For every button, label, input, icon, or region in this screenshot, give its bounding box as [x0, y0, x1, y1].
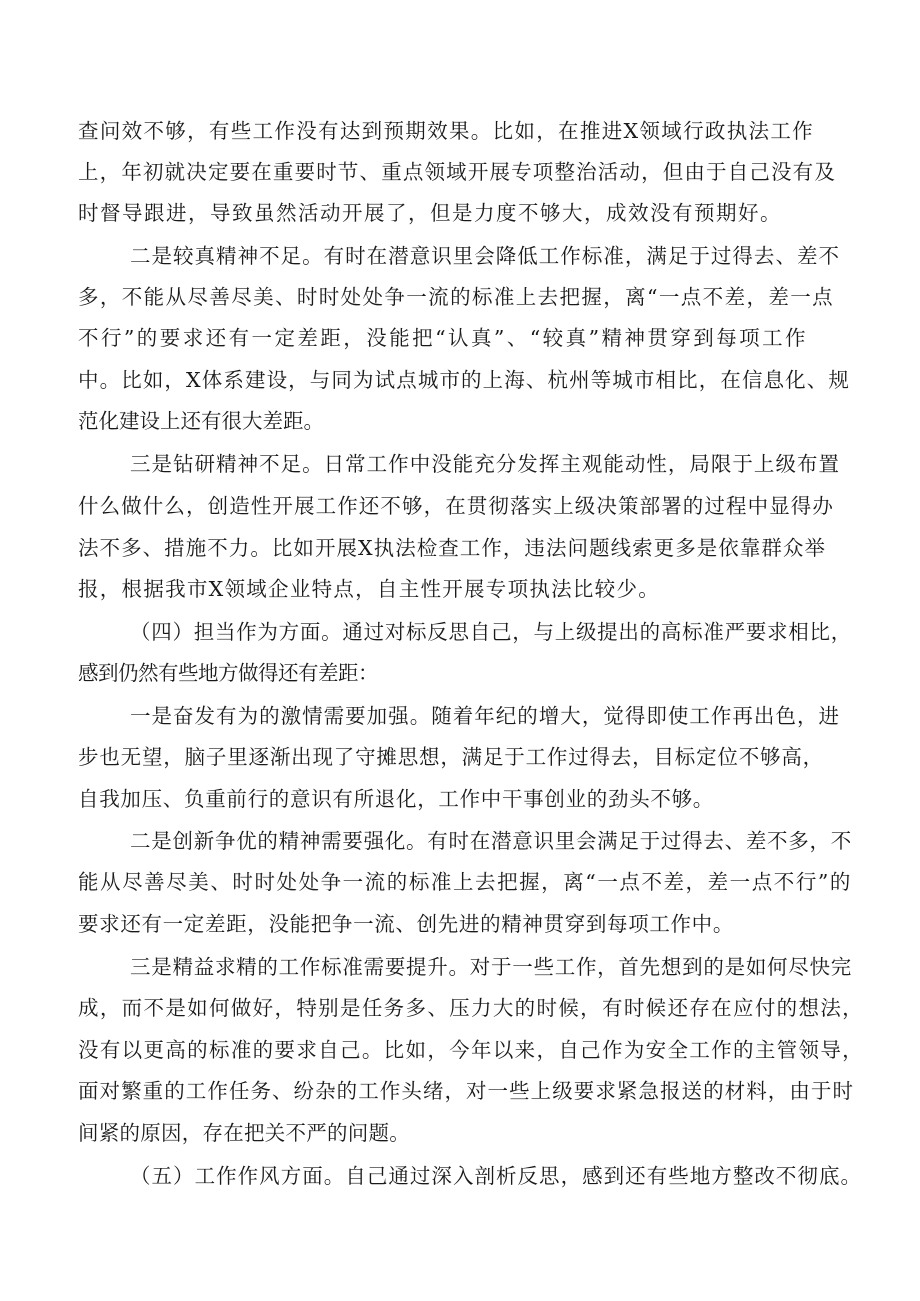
text-line: 成，而不是如何做好，特别是任务多、压力大的时候，有时候还存在应付的想法， [78, 996, 864, 1020]
text-line: 三是钻研精神不足。日常工作中没能充分发挥主观能动性，局限于上级布置 [130, 452, 840, 476]
text-line: 二是较真精神不足。有时在潜意识里会降低工作标准，满足于过得去、差不 [130, 244, 840, 268]
text-line: 间紧的原因，存在把关不严的问题。 [78, 1121, 410, 1145]
text-line: 面对繁重的工作任务、纷杂的工作头绪，对一些上级要求紧急报送的材料，由于时 [78, 1079, 854, 1103]
text-line: 法不多、措施不力。比如开展X执法检查工作，违法问题线索更多是依靠群众举 [78, 536, 826, 560]
text-line: 范化建设上还有很大差距。 [78, 409, 324, 433]
text-line: 多，不能从尽善尽美、时时处处争一流的标准上去把握，离“一点不差，差一点 [78, 285, 834, 309]
text-line: 一是奋发有为的激情需要加强。随着年纪的增大，觉得即使工作再出色，进 [130, 704, 840, 728]
text-line: 能从尽善尽美、时时处处争一流的标准上去把握，离“一点不差，差一点不行”的 [78, 870, 852, 894]
section-heading-line: （五）工作作风方面。自己通过深入剖析反思，感到还有些地方整改不彻底。 [130, 1164, 862, 1188]
text-line: 查问效不够，有些工作没有达到预期效果。比如，在推进X领域行政执法工作 [78, 119, 814, 143]
section-heading-line: （四）担当作为方面。通过对标反思自己，与上级提出的高标准严要求相比， [130, 620, 852, 644]
text-line: 步也无望，脑子里逐渐出现了守摊思想，满足于工作过得去，目标定位不够高， [78, 745, 824, 769]
text-line: 报，根据我市X领域企业特点，自主性开展专项执法比较少。 [78, 577, 660, 601]
text-line: 三是精益求精的工作标准需要提升。对于一些工作，首先想到的是如何尽快完 [130, 955, 852, 979]
text-line: 时督导跟进，导致虽然活动开展了，但是力度不够大，成效没有预期好。 [78, 201, 782, 225]
text-line: 感到仍然有些地方做得还有差距： [78, 661, 378, 685]
text-line: 不行”的要求还有一定差距，没能把“认真”、“较真”精神贯穿到每项工作 [78, 326, 808, 350]
text-line: 要求还有一定差距，没能把争一流、创先进的精神贯穿到每项工作中。 [78, 912, 734, 936]
text-line: 上，年初就决定要在重要时节、重点领域开展专项整治活动，但由于自己没有及 [78, 160, 836, 184]
text-line: 中。比如，X体系建设，与同为试点城市的上海、杭州等城市相比，在信息化、规 [78, 368, 850, 392]
text-line: 什么做什么，创造性开展工作还不够，在贯彻落实上级决策部署的过程中显得办 [78, 494, 834, 518]
text-line: 自我加压、负重前行的意识有所退化，工作中干事创业的劲头不够。 [78, 787, 714, 811]
text-line: 二是创新争优的精神需要强化。有时在潜意识里会满足于过得去、差不多，不 [130, 829, 852, 853]
text-line: 没有以更高的标准的要求自己。比如，今年以来，自己作为安全工作的主管领导， [78, 1038, 864, 1062]
